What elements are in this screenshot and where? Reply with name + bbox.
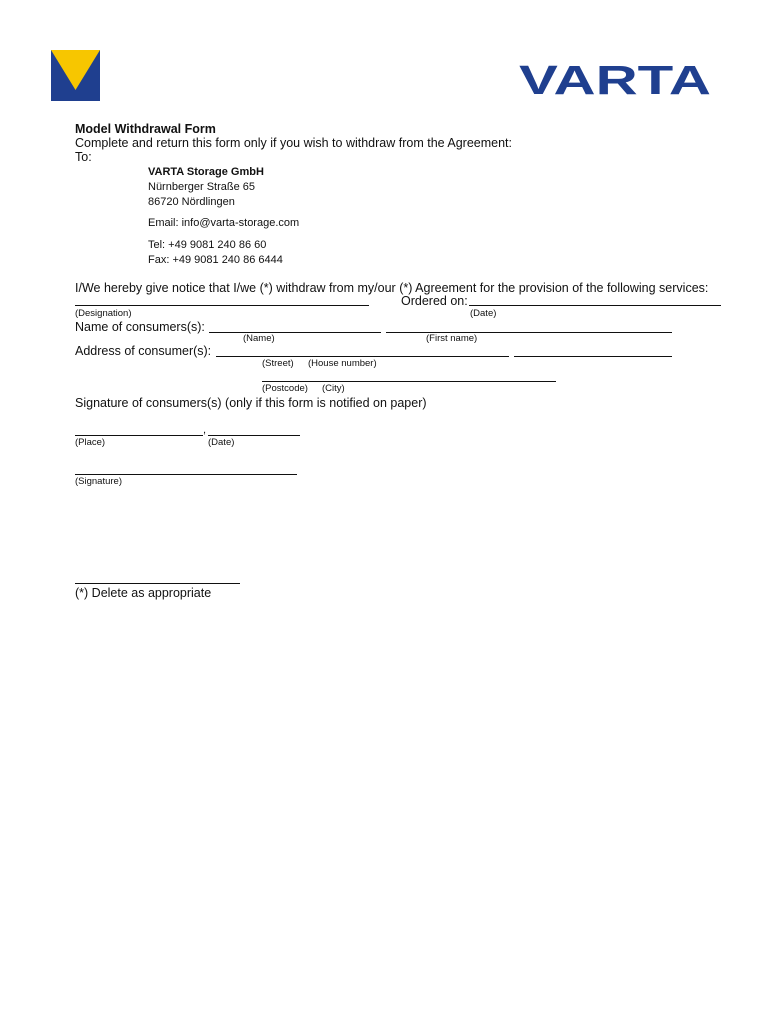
- consumer-address-label: Address of consumer(s):: [75, 344, 212, 358]
- house-number-field[interactable]: [514, 356, 672, 357]
- signature-caption: (Signature): [75, 476, 122, 487]
- postcode-city-field[interactable]: [262, 381, 556, 382]
- varta-emblem-logo: [51, 50, 100, 101]
- place-field[interactable]: [75, 435, 203, 436]
- first-name-caption: (First name): [426, 333, 478, 344]
- consumer-name-label: Name of consumers(s):: [75, 320, 205, 334]
- postcode-caption: (Postcode): [262, 383, 308, 394]
- place-date-separator: ,: [203, 424, 207, 436]
- ordered-date-caption: (Date): [470, 308, 497, 319]
- recipient-tel: Tel: +49 9081 240 86 60: [148, 239, 267, 251]
- signature-date-field[interactable]: [208, 435, 300, 436]
- signature-date-caption: (Date): [208, 437, 235, 448]
- city-caption: (City): [322, 383, 345, 394]
- designation-field[interactable]: [75, 305, 369, 306]
- ordered-on-date-field[interactable]: [469, 305, 721, 306]
- footnote-divider: [75, 583, 240, 584]
- consumer-name-field[interactable]: [209, 332, 381, 333]
- recipient-city: 86720 Nördlingen: [148, 196, 235, 208]
- house-number-caption: (House number): [308, 358, 377, 369]
- ordered-on-label: Ordered on:: [401, 294, 468, 308]
- to-label: To:: [75, 150, 92, 164]
- withdrawal-notice: I/We hereby give notice that I/we (*) withdraw from my/our (*) Agreement for the provision of the following services:: [75, 281, 709, 295]
- signature-field[interactable]: [75, 474, 297, 475]
- form-intro: Complete and return this form only if you wish to withdraw from the Agreement:: [75, 136, 512, 150]
- footnote-text: (*) Delete as appropriate: [75, 586, 212, 600]
- street-caption: (Street): [262, 358, 294, 369]
- signature-label: Signature of consumers(s) (only if this form is notified on paper): [75, 396, 427, 410]
- recipient-company: VARTA Storage GmbH: [148, 166, 264, 178]
- street-field[interactable]: [216, 356, 509, 357]
- recipient-email: Email: info@varta-storage.com: [148, 217, 300, 229]
- recipient-fax: Fax: +49 9081 240 86 6444: [148, 254, 283, 266]
- form-title: Model Withdrawal Form: [75, 122, 216, 136]
- designation-caption: (Designation): [75, 308, 132, 319]
- place-caption: (Place): [75, 437, 106, 448]
- recipient-street: Nürnberger Straße 65: [148, 181, 255, 193]
- varta-wordmark-logo: [519, 60, 711, 98]
- name-caption: (Name): [243, 333, 275, 344]
- svg-text:VARTA: VARTA: [519, 60, 711, 98]
